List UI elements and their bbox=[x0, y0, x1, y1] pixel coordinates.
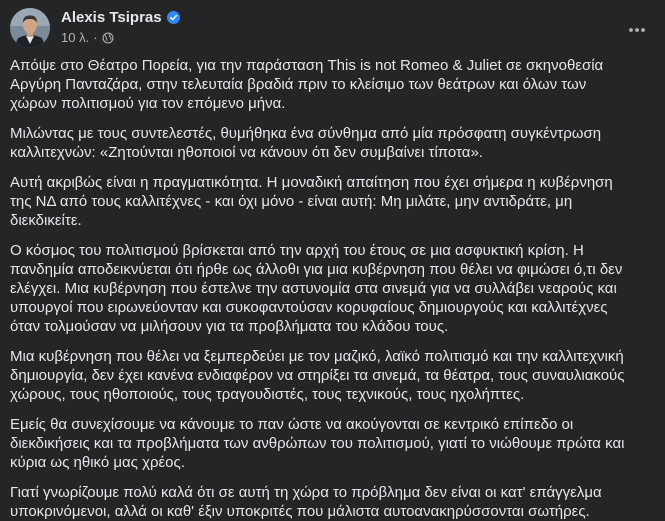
post-meta bbox=[61, 30, 114, 45]
post-paragraph: Ο κόσμος του πολιτισμού βρίσκεται από την αρχή του έτους σε μια ασφυκτική κρίση. Η πανδημία αποδεικνύεται ότι ήρθε ως άλλοθι για μια κυβέρνηση που θέλει να φιμώσει ό,τι δεν ελέγχει. Μια κυβέρνηση που έστελνε την αστυνομία στα σινεμά για να συλλάβει νεαρούς και υπουργοί που ειρωνεύονταν και συκοφαντούσαν κορυφαίους δημιουργούς και καλλιτέχνες όταν τολμούσαν να μιλήσουν για τα προβλήματα του κλάδου τους. bbox=[10, 242, 623, 335]
post-paragraph: Εμείς θα συνεχίσουμε να κάνουμε το παν ώστε να ακούγονται σε κεντρικό επίπεδο οι διεκδικήσεις και τα προβλήματα των ανθρώπων του πολιτισμού, γιατί το νιώθουμε πρώτα και κύρια ως ηθικό μας χρέος. bbox=[10, 416, 625, 471]
post-header bbox=[10, 8, 655, 48]
meta-separator: · bbox=[93, 30, 98, 45]
author-avatar[interactable] bbox=[10, 8, 50, 48]
more-options-icon bbox=[627, 20, 647, 40]
post-body bbox=[10, 56, 630, 521]
author-name[interactable]: Alexis Tsipras bbox=[61, 9, 162, 26]
post-paragraph: Μιλώντας με τους συντελεστές, θυμήθηκα ένα σύνθημα από μία πρόσφατη συγκέντρωση καλλιτεχνών: «Ζητούνται ηθοποιοί να κάνουν ότι δεν συμβαίνει τίποτα». bbox=[10, 125, 602, 161]
globe-icon[interactable] bbox=[102, 32, 114, 44]
author-line bbox=[61, 9, 180, 26]
verified-badge-icon bbox=[167, 11, 180, 24]
post-paragraph: Αυτή ακριβώς είναι η πραγματικότητα. Η μοναδική απαίτηση που έχει σήμερα η κυβέρνηση της ΝΔ από τους καλλιτέχνες - και όχι μόνο - είναι αυτή: Μη μιλάτε, μην αντιδράτε, μη διεκδικείτε. bbox=[10, 174, 613, 229]
more-options-button[interactable] bbox=[619, 12, 655, 48]
post-paragraph: Γιατί γνωρίζουμε πολύ καλά ότι σε αυτή τη χώρα το πρόβλημα δεν είναι οι κατ' επάγγελμα υποκρινόμενοι, αλλά οι καθ' έξιν υποκριτές που μάλιστα αυτοανακηρύσσονται σωτήρες. bbox=[10, 484, 602, 520]
post-paragraph: Μια κυβέρνηση που θέλει να ξεμπερδεύει με τον μαζικό, λαϊκό πολιτισμό και την καλλιτεχνική δημιουργία, δεν έχει κανένα ενδιαφέρον να στηρίξει τα σινεμά, τα θέατρα, τους συναυλιακούς χώρους, τους ηθοποιούς, τους τραγουδιστές, τους τεχνικούς, τους ηχολήπτες. bbox=[10, 348, 625, 403]
post-paragraph: Απόψε στο Θέατρο Πορεία, για την παράσταση This is not Romeo & Juliet σε σκηνοθεσία Αργύρη Πανταζάρα, στην τελευταία βραδιά πριν το κλείσιμο των θεάτρων και όλων των χώρων πολιτισμού για τον επόμενο μήνα. bbox=[10, 57, 604, 112]
post-timestamp[interactable]: 10 λ. bbox=[61, 30, 90, 45]
profile-photo-avatar bbox=[10, 8, 50, 48]
